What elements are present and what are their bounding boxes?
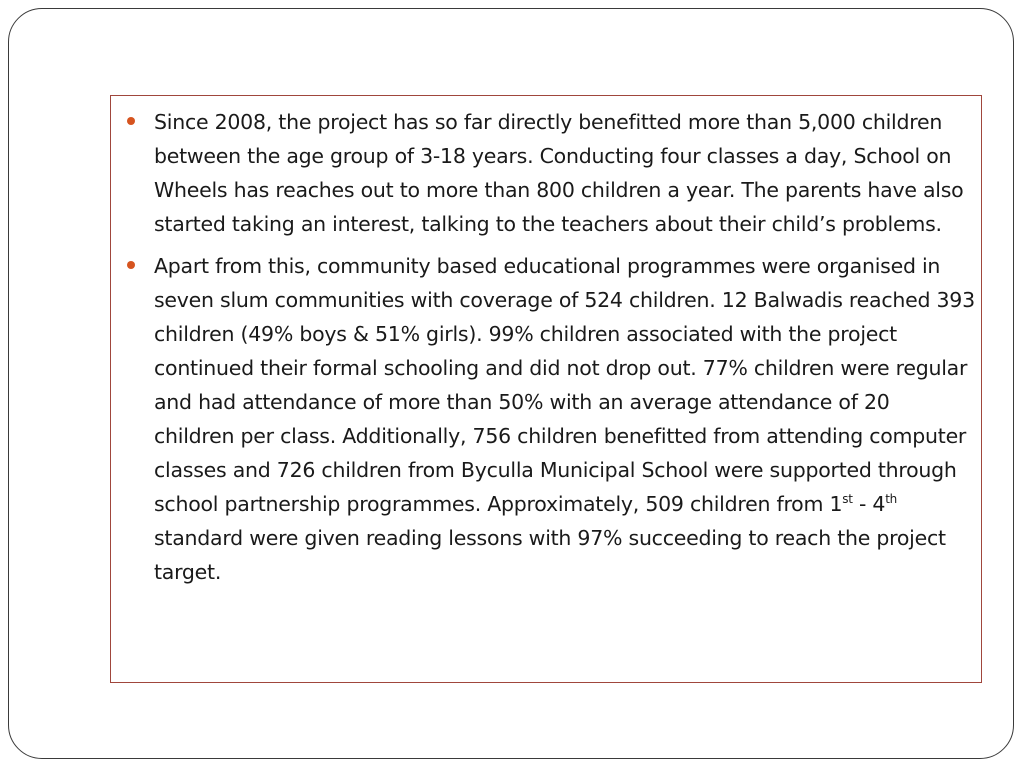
slide-frame <box>8 8 1014 759</box>
bullet-text-main: Apart from this, community based educational programmes were organised in seven slum communities with coverage of 524 children. 12 Balwadis reached 393 children (49% boys & 51% girls). 99% children associated with the project continued their formal schooling and did not drop out. 77% children were regular and had attendance of more than 50% with an average attendance of 20 children per class. Additionally, 756 children benefitted from attending computer classes and 726 children from Byculla Municipal School were supported through school partnership programmes. Approximately, 509 children from 1 <box>154 254 975 516</box>
bullet-list <box>125 105 975 589</box>
bullet-icon <box>127 261 135 269</box>
bullet-text <box>154 254 975 584</box>
bullet-item-community-programmes <box>125 249 975 589</box>
superscript-th: th <box>885 492 898 506</box>
bullet-item-project-benefits <box>125 105 975 241</box>
bullet-text-end: standard were given reading lessons with 97% succeeding to reach the project target. <box>154 526 946 584</box>
superscript-st: st <box>842 492 853 506</box>
bullet-text-mid: - 4 <box>852 492 886 516</box>
bullet-icon <box>127 117 135 125</box>
content-box <box>110 95 982 683</box>
bullet-text: Since 2008, the project has so far directly benefitted more than 5,000 children between the age group of 3-18 years. Conducting four classes a day, School on Wheels has reaches out to more than 800 children a year. The parents have also started taking an interest, talking to the teachers about their child’s problems. <box>154 110 964 236</box>
